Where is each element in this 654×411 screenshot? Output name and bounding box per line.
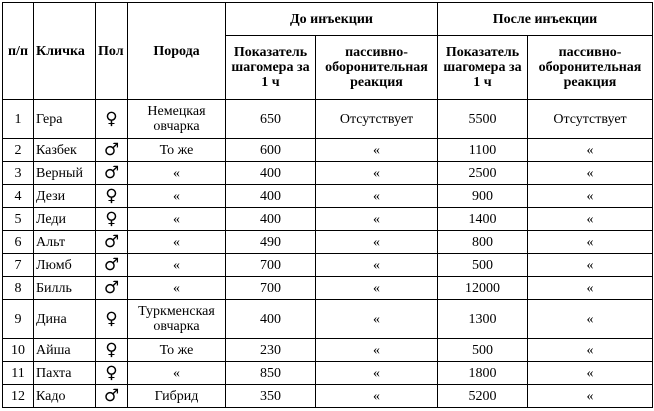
table-row — [3, 231, 653, 254]
table-row — [3, 254, 653, 277]
cell-num: 1 — [3, 100, 34, 139]
cell-reaction-after: Отсутствует — [528, 100, 653, 139]
cell-name: Дези — [34, 185, 96, 208]
cell-sex: ♂ — [96, 385, 128, 408]
cell-reaction-after: « — [528, 139, 653, 162]
cell-num: 3 — [3, 162, 34, 185]
injection-results-table — [2, 2, 653, 408]
cell-num: 8 — [3, 277, 34, 300]
cell-sex: ♀ — [96, 339, 128, 362]
cell-reaction-after: « — [528, 231, 653, 254]
cell-name: Айша — [34, 339, 96, 362]
cell-sex: ♂ — [96, 139, 128, 162]
cell-sex: ♀ — [96, 300, 128, 339]
cell-pedometer-before: 400 — [226, 185, 316, 208]
cell-pedometer-before: 850 — [226, 362, 316, 385]
cell-pedometer-before: 400 — [226, 208, 316, 231]
table-row — [3, 362, 653, 385]
cell-pedometer-after: 500 — [438, 339, 528, 362]
cell-reaction-before: Отсутствует — [316, 100, 438, 139]
cell-breed: « — [128, 277, 226, 300]
cell-pedometer-before: 600 — [226, 139, 316, 162]
header-pedometer-before: Показатель шагомера за 1 ч — [226, 36, 316, 100]
cell-pedometer-before: 650 — [226, 100, 316, 139]
table-row — [3, 162, 653, 185]
table-row — [3, 185, 653, 208]
cell-pedometer-before: 400 — [226, 300, 316, 339]
header-sex: Пол — [96, 3, 128, 100]
table-row — [3, 385, 653, 408]
cell-reaction-after: « — [528, 254, 653, 277]
cell-sex: ♂ — [96, 277, 128, 300]
cell-pedometer-after: 800 — [438, 231, 528, 254]
cell-breed: « — [128, 231, 226, 254]
cell-reaction-before: « — [316, 362, 438, 385]
cell-pedometer-before: 230 — [226, 339, 316, 362]
cell-breed: « — [128, 162, 226, 185]
cell-reaction-before: « — [316, 185, 438, 208]
cell-pedometer-before: 350 — [226, 385, 316, 408]
table-row — [3, 277, 653, 300]
cell-num: 4 — [3, 185, 34, 208]
table-row — [3, 300, 653, 339]
table-row — [3, 208, 653, 231]
cell-breed: То же — [128, 339, 226, 362]
cell-name: Билль — [34, 277, 96, 300]
cell-num: 9 — [3, 300, 34, 339]
cell-reaction-after: « — [528, 208, 653, 231]
cell-pedometer-before: 400 — [226, 162, 316, 185]
cell-breed: То же — [128, 139, 226, 162]
cell-num: 10 — [3, 339, 34, 362]
cell-pedometer-after: 5200 — [438, 385, 528, 408]
cell-breed: « — [128, 185, 226, 208]
cell-reaction-before: « — [316, 208, 438, 231]
header-num: п/п — [3, 3, 34, 100]
cell-reaction-after: « — [528, 185, 653, 208]
cell-breed: « — [128, 208, 226, 231]
header-before-injection: До инъекции — [226, 3, 438, 36]
cell-sex: ♀ — [96, 362, 128, 385]
cell-name: Дина — [34, 300, 96, 339]
cell-breed: « — [128, 254, 226, 277]
header-after-injection: После инъекции — [438, 3, 653, 36]
header-pedometer-after: Показатель шагомера за 1 ч — [438, 36, 528, 100]
cell-breed: « — [128, 362, 226, 385]
cell-sex: ♀ — [96, 100, 128, 139]
cell-sex: ♀ — [96, 185, 128, 208]
cell-name: Пахта — [34, 362, 96, 385]
header-reaction-after: пассивно-оборонительная реакция — [528, 36, 653, 100]
cell-reaction-before: « — [316, 300, 438, 339]
header-row-top — [3, 3, 653, 36]
cell-reaction-after: « — [528, 385, 653, 408]
cell-reaction-after: « — [528, 162, 653, 185]
cell-reaction-after: « — [528, 339, 653, 362]
table-row — [3, 339, 653, 362]
header-reaction-before: пассивно-оборонительная реакция — [316, 36, 438, 100]
cell-sex: ♂ — [96, 231, 128, 254]
cell-pedometer-after: 2500 — [438, 162, 528, 185]
cell-num: 6 — [3, 231, 34, 254]
cell-reaction-before: « — [316, 162, 438, 185]
cell-pedometer-before: 490 — [226, 231, 316, 254]
cell-name: Альт — [34, 231, 96, 254]
cell-name: Казбек — [34, 139, 96, 162]
cell-pedometer-after: 1400 — [438, 208, 528, 231]
cell-num: 7 — [3, 254, 34, 277]
cell-breed: Туркменская овчарка — [128, 300, 226, 339]
cell-reaction-before: « — [316, 231, 438, 254]
cell-pedometer-after: 12000 — [438, 277, 528, 300]
table-row — [3, 100, 653, 139]
header-breed: Порода — [128, 3, 226, 100]
cell-sex: ♂ — [96, 162, 128, 185]
cell-breed: Гибрид — [128, 385, 226, 408]
cell-reaction-before: « — [316, 385, 438, 408]
cell-reaction-after: « — [528, 300, 653, 339]
cell-name: Верный — [34, 162, 96, 185]
cell-reaction-before: « — [316, 339, 438, 362]
cell-name: Леди — [34, 208, 96, 231]
cell-pedometer-after: 1800 — [438, 362, 528, 385]
cell-pedometer-before: 700 — [226, 254, 316, 277]
cell-pedometer-before: 700 — [226, 277, 316, 300]
cell-reaction-before: « — [316, 254, 438, 277]
cell-name: Гера — [34, 100, 96, 139]
table-row — [3, 139, 653, 162]
cell-pedometer-after: 500 — [438, 254, 528, 277]
cell-pedometer-after: 5500 — [438, 100, 528, 139]
cell-num: 2 — [3, 139, 34, 162]
cell-num: 12 — [3, 385, 34, 408]
cell-breed: Немецкая овчарка — [128, 100, 226, 139]
cell-reaction-before: « — [316, 277, 438, 300]
cell-name: Люмб — [34, 254, 96, 277]
cell-name: Кадо — [34, 385, 96, 408]
cell-pedometer-after: 1100 — [438, 139, 528, 162]
cell-pedometer-after: 1300 — [438, 300, 528, 339]
cell-reaction-after: « — [528, 362, 653, 385]
cell-num: 11 — [3, 362, 34, 385]
cell-num: 5 — [3, 208, 34, 231]
header-name: Кличка — [34, 3, 96, 100]
cell-reaction-after: « — [528, 277, 653, 300]
cell-reaction-before: « — [316, 139, 438, 162]
cell-pedometer-after: 900 — [438, 185, 528, 208]
cell-sex: ♂ — [96, 254, 128, 277]
cell-sex: ♀ — [96, 208, 128, 231]
